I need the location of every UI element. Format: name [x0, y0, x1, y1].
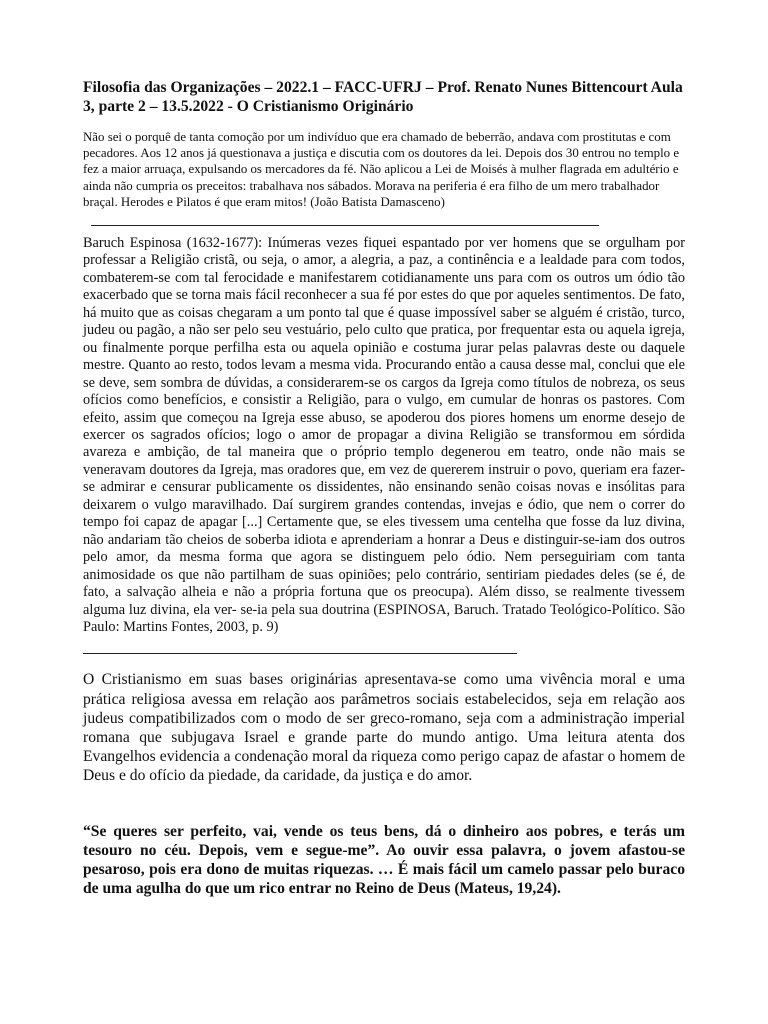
document-title: Filosofia das Organizações – 2022.1 – FACC-UFRJ – Prof. Renato Nunes Bittencourt Aula 3, parte 2 – 13.5.2022 - O Cristianismo Originário — [83, 79, 683, 115]
section-divider-1 — [91, 225, 599, 226]
spinoza-quote-paragraph: Baruch Espinosa (1632-1677): Inúmeras vezes fiquei espantado por ver homens que se orgulham por professar a Religião cristã, ou seja, o amor, a alegria, a paz, a continência e a lealdade para com todos, combaterem-se com tal ferocidade e manifestarem cotidianamente uns para com os outros um ódio tão exacerbado que se torna mais fácil reconhecer a sua fé por estes do que por aqueles sentimentos. De fato, há muito que as coisas chegaram a um ponto tal que é quase impossível saber se alguém é cristão, turco, judeu ou pagão, a não ser pelo seu vestuário, pelo culto que pratica, por frequentar esta ou aquela igreja, ou finalmente porque perfilha esta ou aquela opinião e costuma jurar pelas palavras deste ou daquele mestre. Quanto ao resto, todos levam a mesma vida. Procurando então a causa desse mal, conclui que ele se deve, sem sombra de dúvidas, a considerarem-se os cargos da Igreja como títulos de nobreza, os seus ofícios como benefícios, e consistir a Religião, para o vulgo, em cumular de honras os pastores. Com efeito, assim que começou na Igreja esse abuso, se apoderou dos piores homens um enorme desejo de exercer os sagrados ofícios; logo o amor de propagar a divina Religião se transformou em sórdida avareza e ambição, de tal maneira que o próprio templo degenerou em teatro, onde não mais se veneravam doutores da Igreja, mas oradores que, em vez de quererem instruir o povo, queriam era fazer-se admirar e censurar publicamente os dissidentes, não ensinando senão coisas novas e insólitas para deixarem o vulgo maravilhado. Daí surgirem grandes contendas, invejas e ódio, que nem o correr do tempo foi capaz de apagar [...] Certamente que, se eles tivessem uma centelha que fosse da luz divina, não andariam tão cheios de soberba idiota e aprenderiam a honrar a Deus e distinguir-se-iam dos outros pelo amor, da mesma forma que agora se distinguem pelo ódio. Nem perseguiriam com tanta animosidade os que não partilham de suas opiniões; pelo contrário, sentiriam piedades deles (se é, de fato, a salvação alheia e não a própria fortuna que os preocupa). Além disso, se realmente tivessem alguma luz divina, ela ver- se-ia pela sua doutrina (ESPINOSA, Baruch. Tratado Teológico-Político. São Paulo: Martins Fontes, 2003, p. 9) — [83, 235, 685, 635]
section-divider-2 — [83, 653, 517, 654]
epigraph-paragraph: Não sei o porquê de tanta comoção por um indivíduo que era chamado de beberrão, andava com prostitutas e com pecadores. Aos 12 anos já questionava a justiça e discutia com os doutores da lei. Depois dos 30 entrou no templo e fez a maior arruaça, expulsando os mercadores da fé. Não aplicou a Lei de Moisés à mulher flagrada em adultério e ainda não cumpria os preceitos: trabalhava nos sábados. Morava na periferia é era filho de um mero trabalhador braçal. Herodes e Pilatos é que eram mitos! (João Batista Damasceno) — [83, 130, 680, 209]
body-paragraph: O Cristianismo em suas bases originárias apresentava-se como uma vivência moral e uma prática religiosa avessa em relação aos parâmetros sociais estabelecidos, seja em relação aos judeus compatibilizados com o modo de ser greco-romano, seja com a administração imperial romana que subjugava Israel e grande parte do mundo antigo. Uma leitura atenta dos Evangelhos evidencia a condenação moral da riqueza como perigo capaz de afastar o homem de Deus e do ofício da piedade, da caridade, da justiça e do amor. — [83, 671, 685, 785]
document-page — [83, 78, 685, 898]
gospel-quote-paragraph: “Se queres ser perfeito, vai, vende os teus bens, dá o dinheiro aos pobres, e terás um tesouro no céu. Depois, vem e segue-me”. Ao ouvir essa palavra, o jovem afastou-se pesaroso, pois era dono de muitas riquezas. … É mais fácil um camelo passar pelo buraco de uma agulha do que um rico entrar no Reino de Deus (Mateus, 19,24). — [83, 822, 685, 898]
